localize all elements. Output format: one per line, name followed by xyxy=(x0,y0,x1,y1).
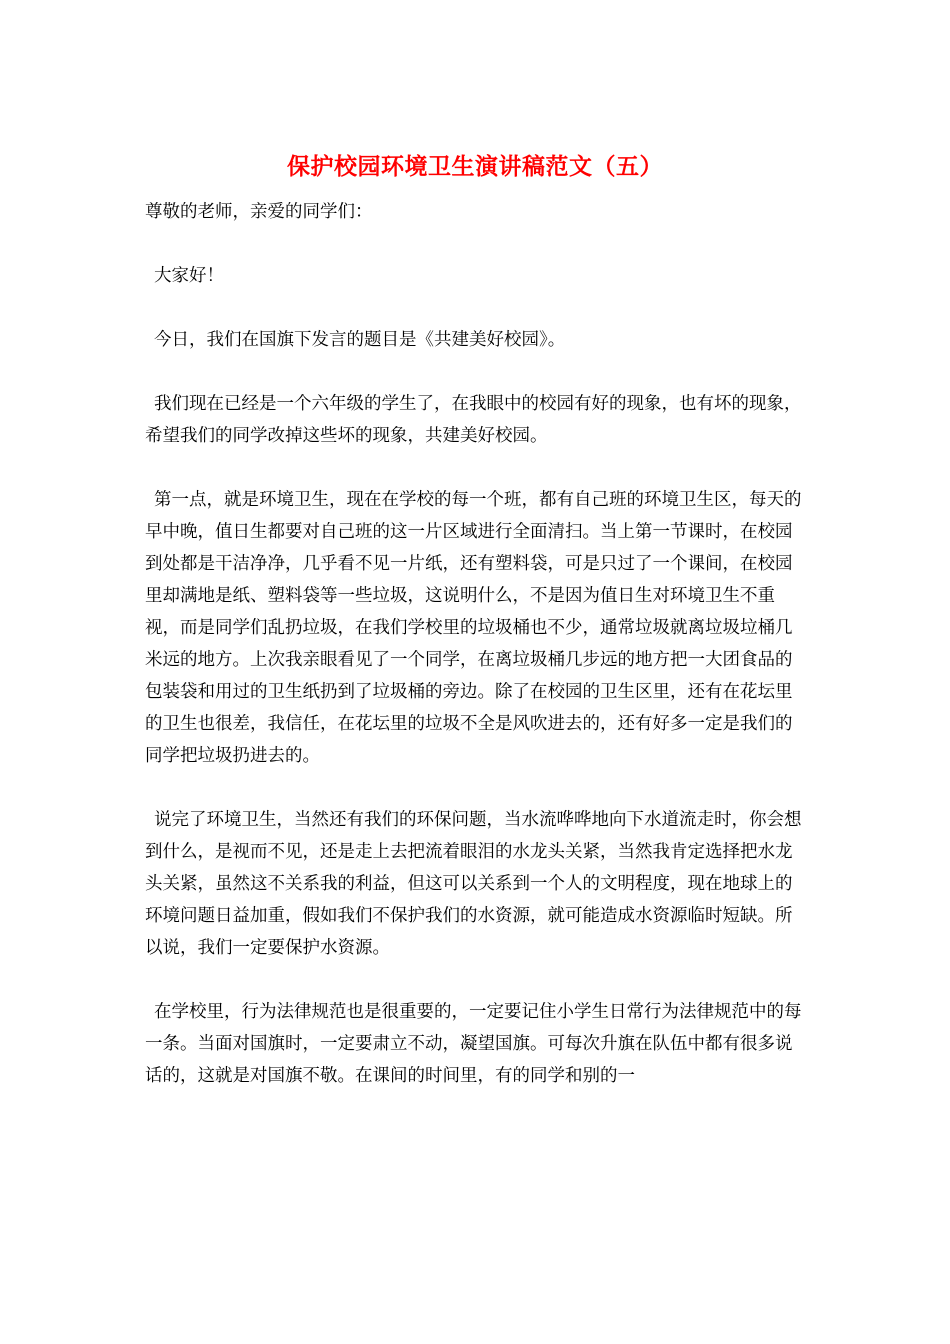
paragraph: 第一点，就是环境卫生，现在在学校的每一个班，都有自己班的环境卫生区，每天的早中晚，值日生都要对自己班的这一片区域进行全面清扫。当上第一节课时，在校园到处都是干洁净净，几乎看不见一片纸，还有塑料袋，可是只过了一个课间，在校园里却满地是纸、塑料袋等一些垃圾，这说明什么，不是因为值日生对环境卫生不重视，而是同学们乱扔垃圾，在我们学校里的垃圾桶也不少，通常垃圾就离垃圾垃桶几米远的地方。上次我亲眼看见了一个同学，在离垃圾桶几步远的地方把一大团食品的包装袋和用过的卫生纸扔到了垃圾桶的旁边。除了在校园的卫生区里，还有在花坛里的卫生也很差，我信任，在花坛里的垃圾不全是风吹进去的，还有好多一定是我们的同学把垃圾扔进去的。 xyxy=(145,490,802,766)
document-title: 保护校园环境卫生演讲稿范文（五） xyxy=(287,154,663,180)
paragraph-spacer xyxy=(145,772,807,804)
paragraph-spacer xyxy=(145,228,807,260)
greeting: 大家好！ xyxy=(154,266,224,286)
paragraph: 我们现在已经是一个六年级的学生了，在我眼中的校园有好的现象，也有坏的现象，希望我们的同学改掉这些坏的现象，共建美好校园。 xyxy=(145,394,802,446)
paragraph-spacer xyxy=(145,964,807,996)
paragraph-spacer xyxy=(145,356,807,388)
paragraph-spacer xyxy=(145,452,807,484)
paragraph-spacer xyxy=(145,292,807,324)
salutation: 尊敬的老师，亲爱的同学们： xyxy=(145,202,373,222)
paragraph: 说完了环境卫生，当然还有我们的环保问题，当水流哗哗地向下水道流走时，你会想到什么，是视而不见，还是走上去把流着眼泪的水龙头关紧，当然我肯定选择把水龙头关紧，虽然这不关系我的利益，但这可以关系到一个人的文明程度，现在地球上的环境问题日益加重，假如我们不保护我们的水资源，就可能造成水资源临时短缺。所以说，我们一定要保护水资源。 xyxy=(145,810,802,958)
paragraph: 在学校里，行为法律规范也是很重要的，一定要记住小学生日常行为法律规范中的每一条。当面对国旗时，一定要肃立不动，凝望国旗。可每次升旗在队伍中都有很多说话的，这就是对国旗不敬。在课间的时间里，有的同学和别的一 xyxy=(145,1002,802,1086)
document-body xyxy=(145,196,807,1092)
paragraph: 今日，我们在国旗下发言的题目是《共建美好校园》。 xyxy=(154,330,566,350)
